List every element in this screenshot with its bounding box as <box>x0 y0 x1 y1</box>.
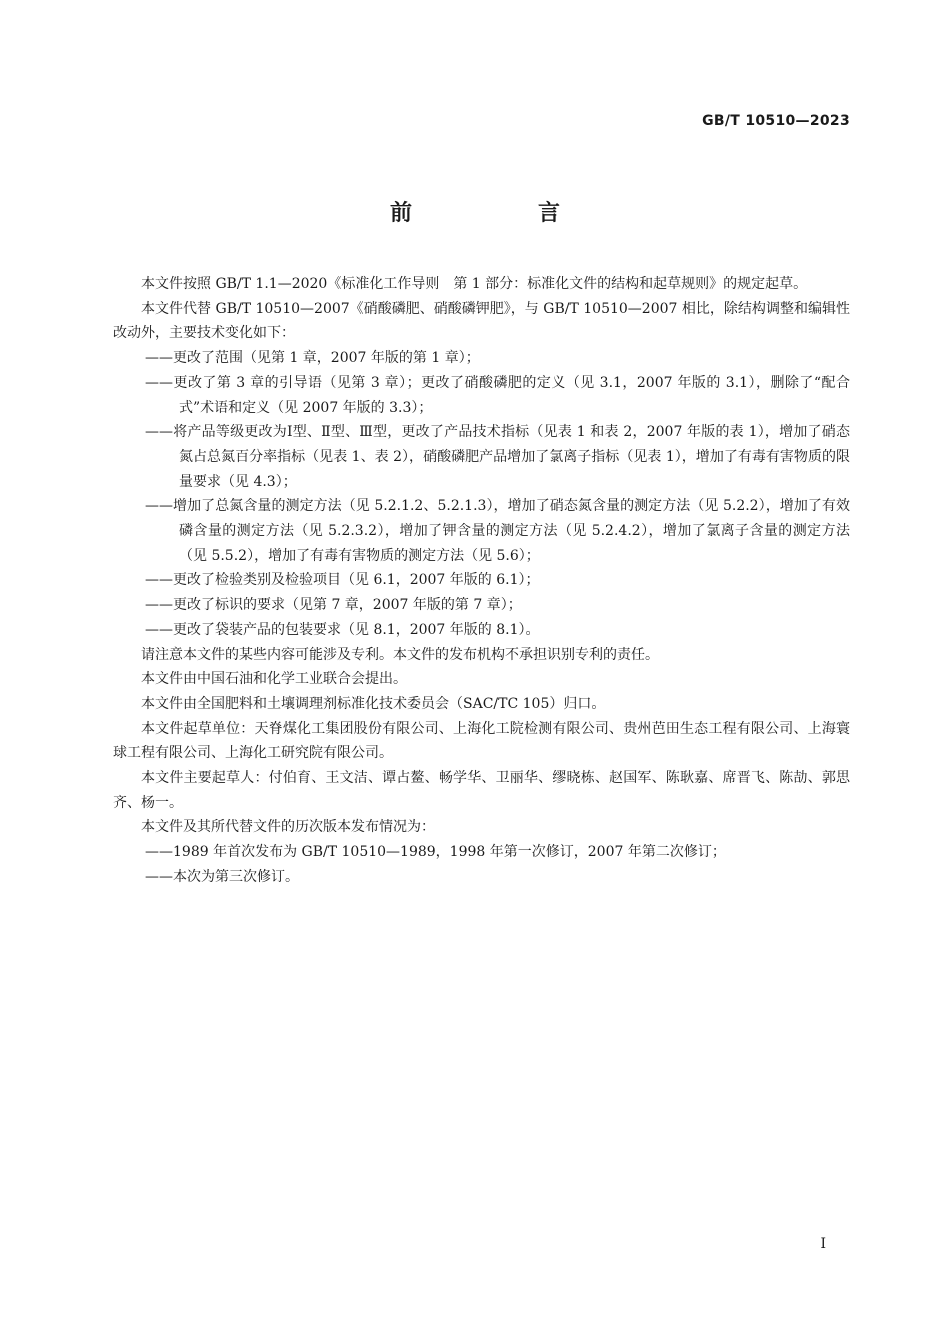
list-item-change: ——更改了袋装产品的包装要求（见 8.1，2007 年版的 8.1）。 <box>145 621 540 638</box>
list-item-change: ——增加了总氮含量的测定方法（见 5.2.1.2、5.2.1.3），增加了硝态氮含量的测定方法（见 5.2.2），增加了有效磷含量的测定方法（见 5.2.3.2），增加了钾含量的测定方法（见 5.2.4.2），增加了氯离子含量的测定方法（见 5.5.2），增加了有毒有害物质的测定方法（见 5.6）； <box>145 498 850 564</box>
foreword-body <box>113 272 850 890</box>
page-number: Ⅰ <box>820 1236 826 1252</box>
paragraph-history-intro: 本文件及其所代替文件的历次版本发布情况为： <box>141 819 435 836</box>
paragraph-committee: 本文件由全国肥料和土壤调理剂标准化技术委员会（SAC/TC 105）归口。 <box>141 695 606 712</box>
paragraph-proposer: 本文件由中国石油和化学工业联合会提出。 <box>141 671 407 688</box>
list-item-history: ——本次为第三次修订。 <box>145 868 299 885</box>
list-item-change: ——将产品等级更改为Ⅰ型、Ⅱ型、Ⅲ型，更改了产品技术指标（见表 1 和表 2，2007 年版的表 1），增加了硝态氮占总氮百分率指标（见表 1、表 2），硝酸磷肥产品增加了氯离子指标（见表 1），增加了有毒有害物质的限量要求（见 4.3）； <box>145 424 850 490</box>
paragraph-drafting-rules: 本文件按照 GB/T 1.1—2020《标准化工作导则 第 1 部分：标准化文件的结构和起草规则》的规定起草。 <box>141 276 808 292</box>
standard-code: GB/T 10510—2023 <box>702 113 850 129</box>
page-title: 前 言 <box>389 201 612 226</box>
paragraph-drafters: 本文件主要起草人：付伯育、王文洁、谭占鳌、畅学华、卫丽华、缪晓栋、赵国军、陈耿嘉、席晋飞、陈劼、郭思齐、杨一。 <box>113 770 850 811</box>
list-item-change: ——更改了标识的要求（见第 7 章，2007 年版的第 7 章）； <box>145 597 522 614</box>
paragraph-patent-notice: 请注意本文件的某些内容可能涉及专利。本文件的发布机构不承担识别专利的责任。 <box>141 646 659 663</box>
list-item-change: ——更改了第 3 章的引导语（见第 3 章）；更改了硝酸磷肥的定义（见 3.1，2007 年版的 3.1），删除了“配合式”术语和定义（见 2007 年版的 3.3）； <box>145 374 850 416</box>
list-item-change: ——更改了检验类别及检验项目（见 6.1，2007 年版的 6.1）； <box>145 572 540 589</box>
paragraph-replaces: 本文件代替 GB/T 10510—2007《硝酸磷肥、硝酸磷钾肥》，与 GB/T 10510—2007 相比，除结构调整和编辑性改动外，主要技术变化如下： <box>113 300 850 342</box>
list-item-change: ——更改了范围（见第 1 章，2007 年版的第 1 章）； <box>145 350 480 367</box>
paragraph-drafting-units: 本文件起草单位：天脊煤化工集团股份有限公司、上海化工院检测有限公司、贵州芭田生态工程有限公司、上海寰球工程有限公司、上海化工研究院有限公司。 <box>113 720 850 762</box>
list-item-history: ——1989 年首次发布为 GB/T 10510—1989，1998 年第一次修订，2007 年第二次修订； <box>145 844 726 861</box>
